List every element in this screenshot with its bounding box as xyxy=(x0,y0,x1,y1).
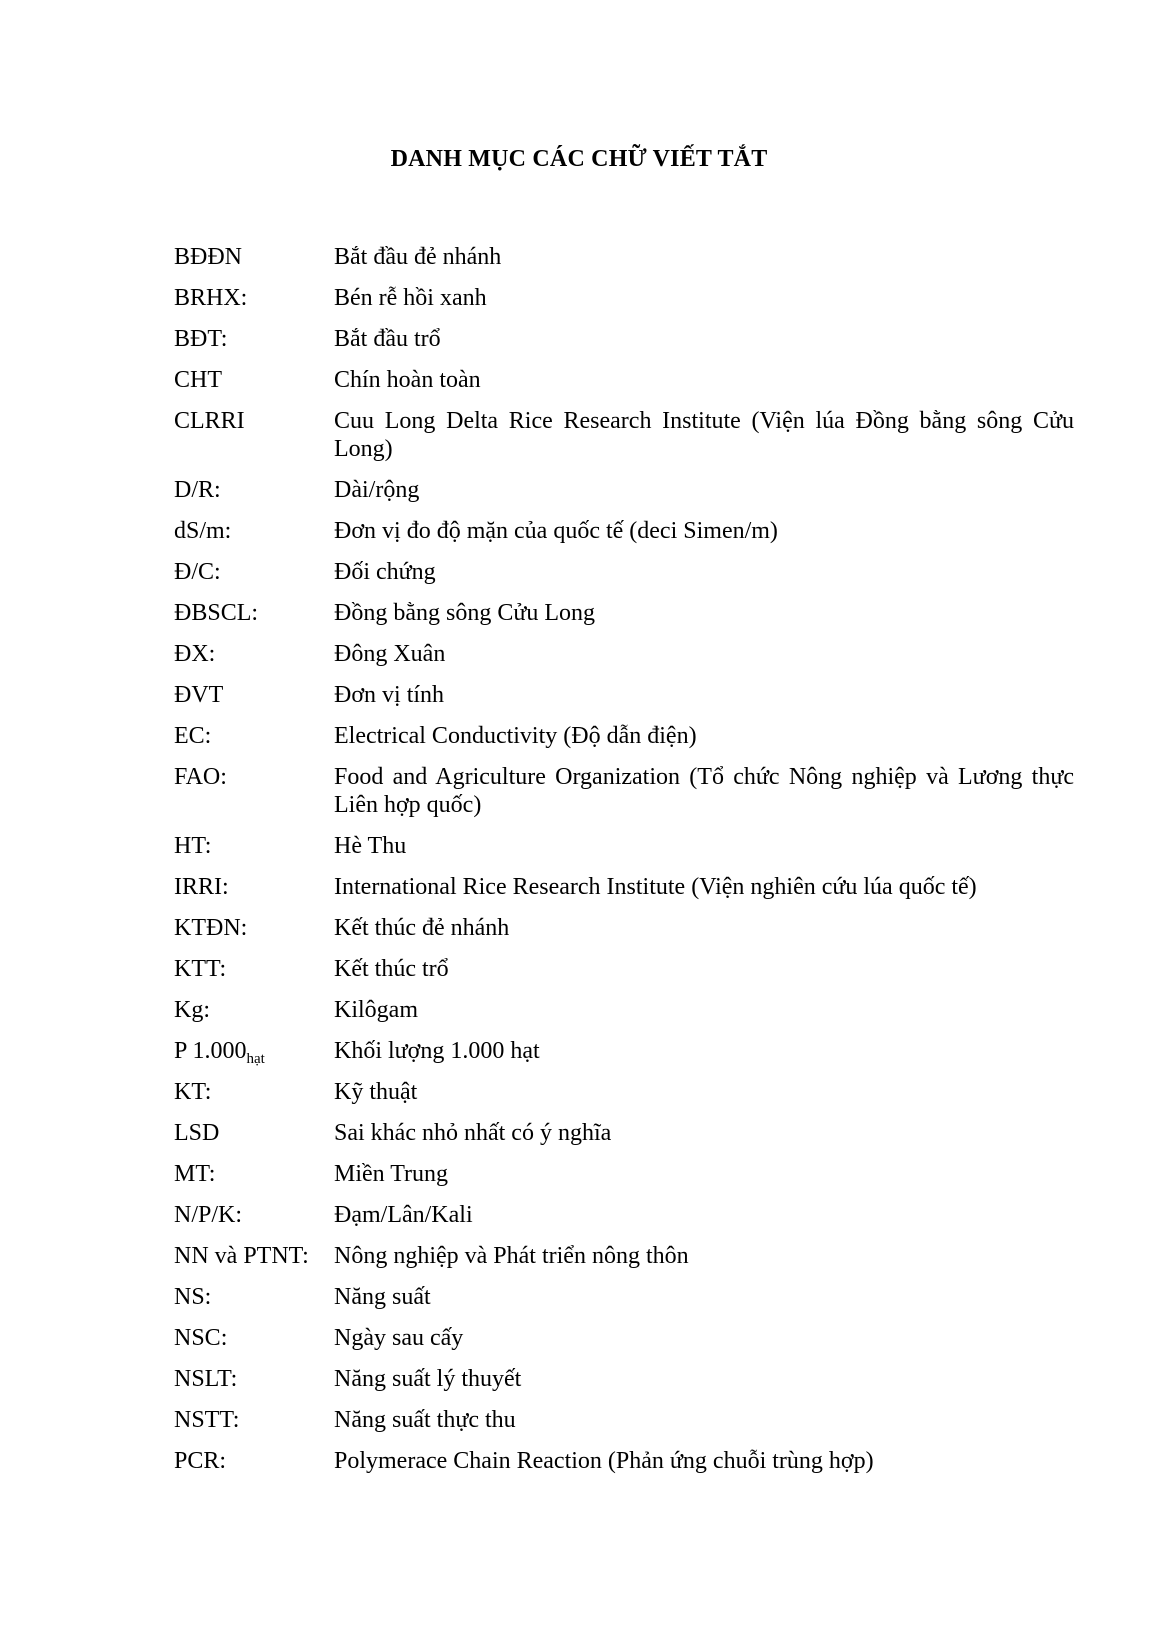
abbreviation-row xyxy=(174,1406,1074,1434)
abbreviation-definition: Đạm/Lân/Kali xyxy=(334,1202,473,1228)
abbreviation-term: ĐBSCL: xyxy=(174,600,259,626)
abbreviation-term: CHT xyxy=(174,367,222,393)
abbreviation-row xyxy=(174,1037,1074,1065)
abbreviation-definition: International Rice Research Institute (Viện nghiên cứu lúa quốc tế) xyxy=(334,874,977,900)
abbreviation-definition: Bắt đầu trổ xyxy=(334,326,441,352)
abbreviation-row xyxy=(174,955,1074,983)
abbreviation-term: IRRI: xyxy=(174,874,229,900)
abbreviation-list xyxy=(174,243,1074,1488)
abbreviation-row xyxy=(174,1447,1074,1475)
abbreviation-term: ĐX: xyxy=(174,641,216,667)
abbreviation-definition: Đồng bằng sông Cửu Long xyxy=(334,600,595,626)
abbreviation-definition: Bén rễ hồi xanh xyxy=(334,285,487,311)
abbreviation-definition: Kết thúc trổ xyxy=(334,956,449,982)
abbreviation-definition: Đối chứng xyxy=(334,559,436,585)
abbreviation-term: N/P/K: xyxy=(174,1202,243,1228)
abbreviation-term: FAO: xyxy=(174,764,227,790)
abbreviation-row xyxy=(174,681,1074,709)
abbreviation-term: CLRRI xyxy=(174,408,245,434)
abbreviation-definition: Đơn vị đo độ mặn của quốc tế (deci Simen/m) xyxy=(334,518,778,544)
abbreviation-definition: Kết thúc đẻ nhánh xyxy=(334,915,510,941)
abbreviation-row xyxy=(174,243,1074,271)
abbreviation-definition: Dài/rộng xyxy=(334,477,420,503)
abbreviation-definition: Đơn vị tính xyxy=(334,682,445,708)
abbreviation-row xyxy=(174,517,1074,545)
abbreviation-definition: Cuu Long Delta Rice Research Institute (Viện lúa Đồng bằng sông Cửu Long) xyxy=(334,408,1074,462)
abbreviation-definition: Food and Agriculture Organization (Tổ chức Nông nghiệp và Lương thực Liên hợp quốc) xyxy=(334,764,1074,818)
abbreviation-definition: Bắt đầu đẻ nhánh xyxy=(334,244,502,270)
abbreviation-term: Đ/C: xyxy=(174,559,221,585)
abbreviation-row xyxy=(174,1365,1074,1393)
abbreviation-term: HT: xyxy=(174,833,212,859)
abbreviation-term: KTT: xyxy=(174,956,227,982)
abbreviation-term: BRHX: xyxy=(174,285,248,311)
abbreviation-term-subscript: hạt xyxy=(246,1051,265,1067)
abbreviation-row xyxy=(174,476,1074,504)
abbreviation-term: NN và PTNT: xyxy=(174,1243,309,1269)
abbreviation-row xyxy=(174,914,1074,942)
abbreviation-row xyxy=(174,722,1074,750)
abbreviation-row xyxy=(174,407,1074,463)
abbreviation-term: ĐVT xyxy=(174,682,224,708)
abbreviation-definition: Polymerace Chain Reaction (Phản ứng chuỗi trùng hợp) xyxy=(334,1448,874,1474)
abbreviation-term: BĐT: xyxy=(174,326,228,352)
abbreviation-term: KT: xyxy=(174,1079,212,1105)
abbreviation-definition: Nông nghiệp và Phát triển nông thôn xyxy=(334,1243,689,1269)
abbreviation-definition: Ngày sau cấy xyxy=(334,1325,464,1351)
abbreviation-definition: Chín hoàn toàn xyxy=(334,367,481,393)
abbreviation-row xyxy=(174,284,1074,312)
abbreviation-row xyxy=(174,1201,1074,1229)
abbreviation-row xyxy=(174,1119,1074,1147)
abbreviation-term: NSTT: xyxy=(174,1407,240,1433)
abbreviation-definition: Miền Trung xyxy=(334,1161,449,1187)
abbreviation-term-main: P 1.000 xyxy=(174,1038,247,1064)
abbreviation-row xyxy=(174,1283,1074,1311)
abbreviation-term: MT: xyxy=(174,1161,216,1187)
abbreviation-row xyxy=(174,832,1074,860)
abbreviation-term: dS/m: xyxy=(174,518,232,544)
abbreviation-definition: Khối lượng 1.000 hạt xyxy=(334,1038,540,1064)
abbreviation-definition: Năng suất lý thuyết xyxy=(334,1366,522,1392)
abbreviation-row xyxy=(174,996,1074,1024)
abbreviation-definition: Electrical Conductivity (Độ dẫn điện) xyxy=(334,723,697,749)
abbreviation-row xyxy=(174,763,1074,819)
abbreviation-row xyxy=(174,640,1074,668)
abbreviation-row xyxy=(174,873,1074,901)
abbreviation-definition: Kỹ thuật xyxy=(334,1079,418,1105)
abbreviation-definition: Năng suất xyxy=(334,1284,431,1310)
abbreviation-definition: Hè Thu xyxy=(334,833,407,859)
abbreviation-term: NSLT: xyxy=(174,1366,238,1392)
abbreviation-definition: Sai khác nhỏ nhất có ý nghĩa xyxy=(334,1120,612,1146)
abbreviation-definition: Đông Xuân xyxy=(334,641,446,667)
abbreviation-row xyxy=(174,1242,1074,1270)
abbreviation-row xyxy=(174,558,1074,586)
abbreviation-row xyxy=(174,325,1074,353)
page-title: DANH MỤC CÁC CHỮ VIẾT TẮT xyxy=(390,146,768,172)
abbreviation-definition: Năng suất thực thu xyxy=(334,1407,516,1433)
abbreviation-term xyxy=(174,1037,334,1065)
abbreviation-term: PCR: xyxy=(174,1448,227,1474)
abbreviation-term: NSC: xyxy=(174,1325,228,1351)
abbreviation-term: D/R: xyxy=(174,477,221,503)
abbreviation-term: Kg: xyxy=(174,997,210,1023)
abbreviation-term: LSD xyxy=(174,1120,220,1146)
abbreviation-row xyxy=(174,1160,1074,1188)
abbreviation-term: KTĐN: xyxy=(174,915,248,941)
abbreviation-row xyxy=(174,1078,1074,1106)
abbreviation-term: BĐĐN xyxy=(174,244,243,270)
abbreviation-term: NS: xyxy=(174,1284,212,1310)
abbreviation-row xyxy=(174,599,1074,627)
abbreviation-definition: Kilôgam xyxy=(334,997,418,1023)
abbreviation-row xyxy=(174,1324,1074,1352)
abbreviation-row xyxy=(174,366,1074,394)
abbreviation-term: EC: xyxy=(174,723,212,749)
